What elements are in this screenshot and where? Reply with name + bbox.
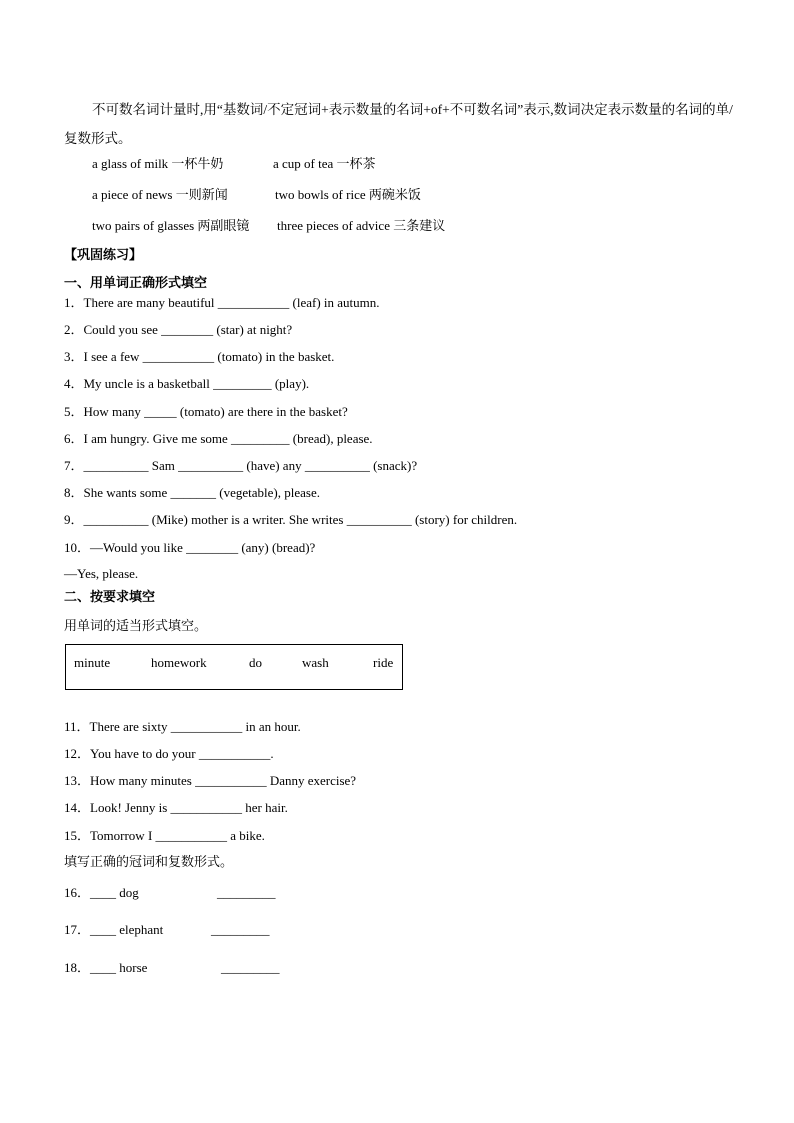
- part2-instruction-1: 用单词的适当形式填空。: [64, 618, 208, 633]
- question-18-blank: _________: [221, 960, 280, 975]
- word-box-item: homework: [151, 655, 207, 670]
- part1-title: 一、用单词正确形式填空: [64, 276, 208, 291]
- part2-title: 二、按要求填空: [64, 590, 156, 605]
- example-item: a piece of news 一则新闻: [92, 187, 228, 202]
- question-10: 10．—Would you like ________ (any) (bread)?: [64, 540, 316, 555]
- word-box-item: minute: [74, 655, 111, 670]
- question-2: 2．Could you see ________ (star) at night?: [64, 322, 293, 337]
- word-box: [65, 644, 403, 690]
- question-18: 18．____ horse: [64, 960, 148, 975]
- question-17: 17．____ elephant: [64, 922, 164, 937]
- example-item: a cup of tea 一杯茶: [273, 156, 376, 171]
- question-16-blank: _________: [217, 885, 276, 900]
- question-7: 7．__________ Sam __________ (have) any __________ (snack)?: [64, 458, 418, 473]
- practice-title: 【巩固练习】: [64, 248, 143, 263]
- question-5: 5．How many _____ (tomato) are there in the basket?: [64, 404, 348, 419]
- question-4: 4．My uncle is a basketball _________ (play).: [64, 376, 310, 391]
- question-13: 13．How many minutes ___________ Danny exercise?: [64, 773, 357, 788]
- question-6: 6．I am hungry. Give me some _________ (bread), please.: [64, 431, 373, 446]
- question-11: 11．There are sixty ___________ in an hour.: [64, 719, 301, 734]
- word-box-item: wash: [302, 655, 329, 670]
- example-item: a glass of milk 一杯牛奶: [92, 156, 224, 171]
- question-1: 1．There are many beautiful ___________ (leaf) in autumn.: [64, 295, 380, 310]
- word-box-item: do: [249, 655, 262, 670]
- question-9: 9．__________ (Mike) mother is a writer. She writes __________ (story) for children.: [64, 512, 518, 527]
- question-14: 14．Look! Jenny is ___________ her hair.: [64, 800, 288, 815]
- example-item: three pieces of advice 三条建议: [277, 218, 446, 233]
- question-16: 16．____ dog: [64, 885, 139, 900]
- question-10-reply: —Yes, please.: [64, 566, 139, 581]
- question-3: 3．I see a few ___________ (tomato) in the basket.: [64, 349, 335, 364]
- question-17-blank: _________: [211, 922, 270, 937]
- word-box-item: ride: [373, 655, 394, 670]
- example-item: two bowls of rice 两碗米饭: [275, 187, 421, 202]
- question-15: 15．Tomorrow I ___________ a bike.: [64, 828, 265, 843]
- question-12: 12．You have to do your ___________.: [64, 746, 274, 761]
- example-item: two pairs of glasses 两副眼镜: [92, 218, 250, 233]
- part2-instruction-2: 填写正确的冠词和复数形式。: [64, 854, 234, 869]
- grammar-intro: 不可数名词计量时,用“基数词/不定冠词+表示数量的名词+of+不可数名词”表示,数词决定表示数量的名词的单/复数形式。: [64, 102, 733, 146]
- question-8: 8．She wants some _______ (vegetable), please.: [64, 485, 320, 500]
